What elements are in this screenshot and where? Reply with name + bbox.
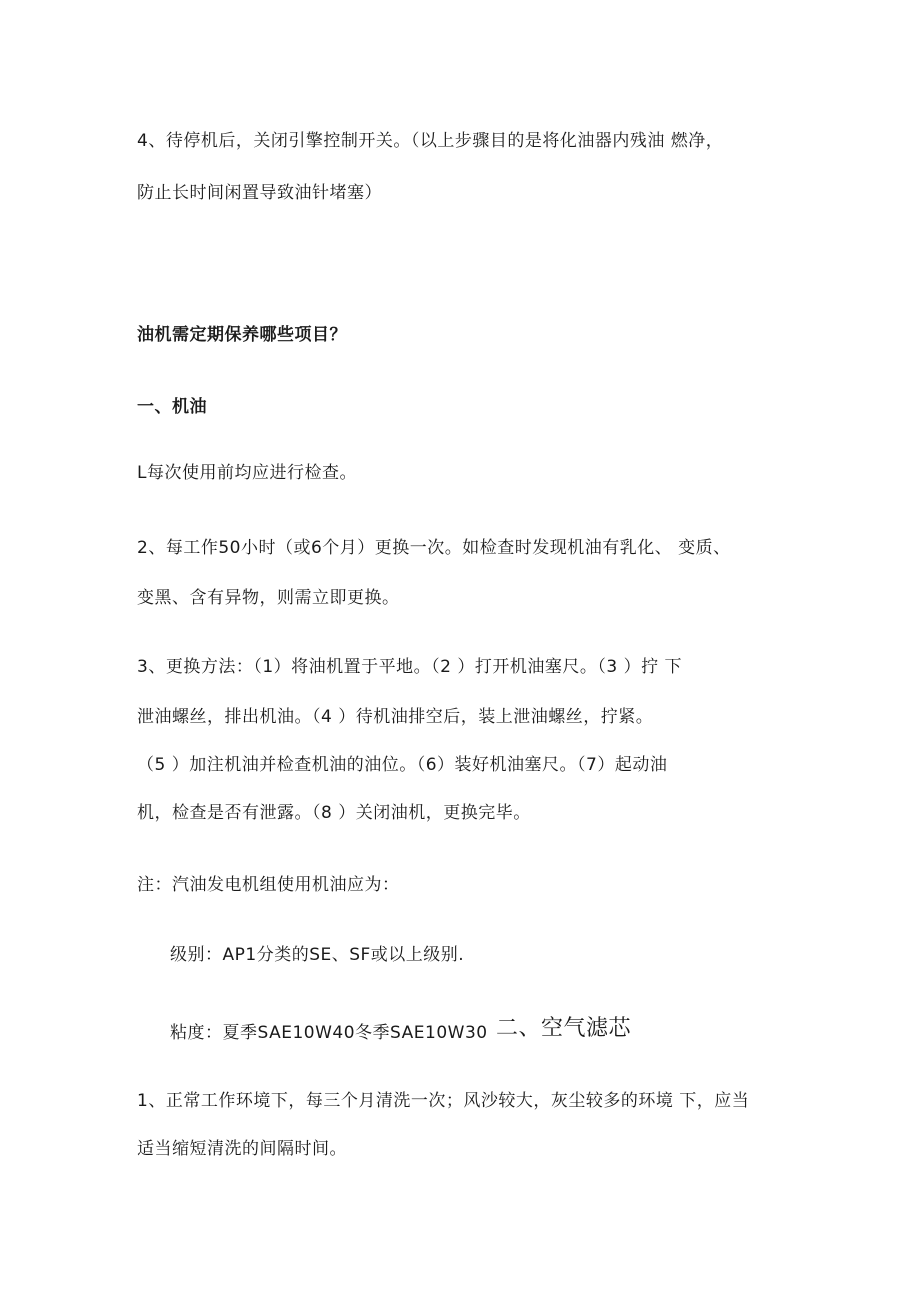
oil-item-3-line-2: 泄油螺丝，排出机油。（4 ）待机油排空后，装上泄油螺丝，拧紧。 — [137, 707, 654, 727]
oil-item-3-line-4: 机，检查是否有泄露。（8 ）关闭油机，更换完毕。 — [137, 803, 531, 823]
air-filter-item-1-line-2: 适当缩短清洗的间隔时间。 — [137, 1139, 347, 1159]
note-oil-spec: 注：汽油发电机组使用机油应为： — [137, 875, 400, 895]
section-heading-maintenance: 油机需定期保养哪些项目？ — [137, 325, 347, 345]
oil-item-3-line-3: （5 ）加注机油并检查机油的油位。（6）装好机油塞尺。（7）起动油 — [137, 755, 668, 775]
oil-grade: 级别：AP1分类的SE、SF或以上级别. — [170, 945, 465, 965]
oil-item-1: L每次使用前均应进行检查。 — [137, 463, 357, 483]
oil-item-3-line-1: 3、更换方法：（1）将油机置于平地。（2 ）打开机油塞尺。（3 ）拧 下 — [137, 657, 682, 677]
oil-item-2-line-1: 2、每工作50小时（或6个月）更换一次。如检查时发现机油有乳化、 变质、 — [137, 538, 731, 558]
paragraph-step-4-line-2: 防止长时间闲置导致油针堵塞） — [137, 183, 382, 203]
section-heading-engine-oil: 一、机油 — [137, 397, 207, 417]
air-filter-item-1-line-1: 1、正常工作环境下，每三个月清洗一次；风沙较大，灰尘较多的环境 下，应当 — [137, 1091, 750, 1111]
paragraph-step-4-line-1: 4、待停机后，关闭引擎控制开关。（以上步骤目的是将化油器内残油 燃净， — [137, 131, 724, 151]
section-heading-air-filter: 二、空气滤芯 — [496, 1016, 632, 1041]
oil-item-2-line-2: 变黑、含有异物，则需立即更换。 — [137, 588, 400, 608]
oil-viscosity: 粘度：夏季SAE10W40冬季SAE10W30 — [170, 1023, 488, 1043]
